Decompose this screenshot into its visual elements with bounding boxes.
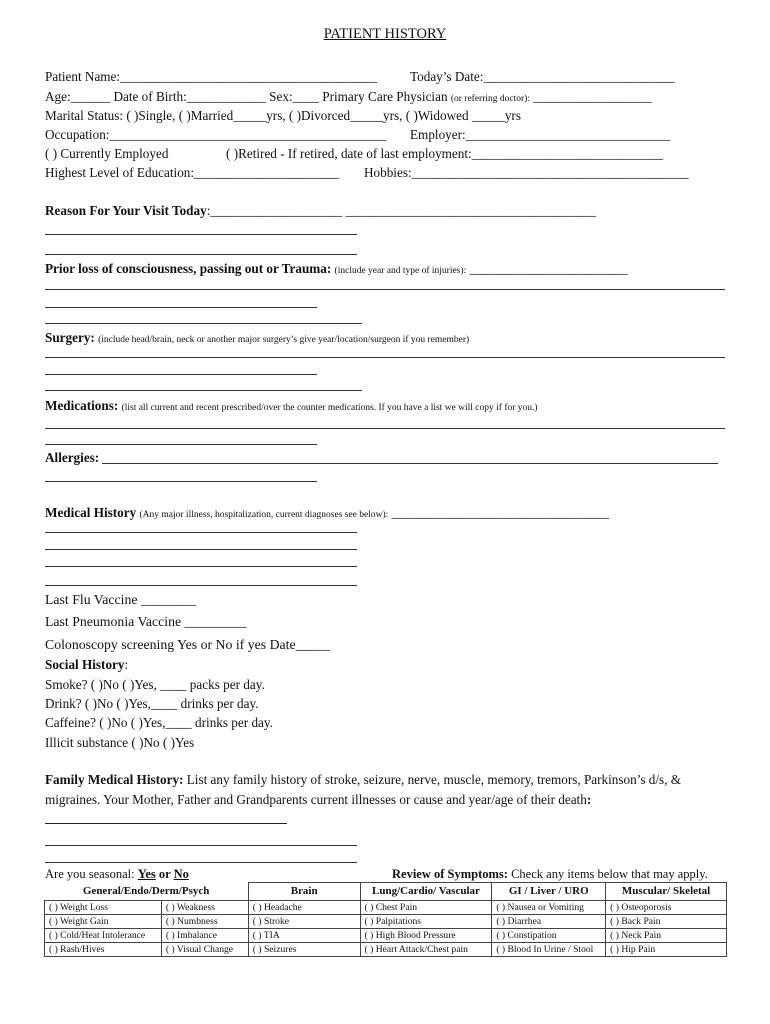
allergies-field[interactable] xyxy=(45,451,99,464)
family-history-line-a[interactable] xyxy=(45,823,287,824)
ros-option[interactable]: ( ) Diarrhea xyxy=(492,914,606,928)
retired-field[interactable]: ( )Retired - If retired, date of last employment:_____________________________ xyxy=(226,146,663,161)
todays-date-field[interactable]: Today’s Date:_____________________________ xyxy=(410,69,675,84)
seasonal-or: or xyxy=(155,867,174,881)
pcp-blank[interactable]: __________________ xyxy=(533,89,652,104)
ros-header-general: General/Endo/Derm/Psych xyxy=(45,883,249,901)
family-history-line-2 xyxy=(45,793,591,806)
ros-option[interactable]: ( ) TIA xyxy=(248,928,360,942)
ros-option[interactable]: ( ) Back Pain xyxy=(606,914,727,928)
surgery-field[interactable] xyxy=(45,331,469,346)
patient-name-field[interactable]: Patient Name:_______________________________________ xyxy=(45,69,378,84)
employer-field[interactable]: Employer:_______________________________ xyxy=(410,127,671,142)
trauma-label: Prior loss of consciousness, passing out or Trauma: xyxy=(45,261,332,276)
ros-option[interactable]: ( ) Weakness xyxy=(161,900,248,914)
medications-note: (list all current and recent prescribed/over the counter medications. If you have a list we will copy if for you.) xyxy=(121,403,538,413)
medical-history-line-4[interactable] xyxy=(45,585,357,586)
surgery-line-2[interactable] xyxy=(45,374,317,375)
ros-option[interactable]: ( ) Osteoporosis xyxy=(606,900,727,914)
family-history-text-1: List any family history of stroke, seizure, nerve, muscle, memory, tremors, Parkinson’s d/s, & xyxy=(183,772,682,787)
ros-option[interactable]: ( ) Weight Loss xyxy=(45,900,162,914)
table-row xyxy=(45,928,727,942)
medical-history-label: Medical History xyxy=(45,505,137,520)
ros-option[interactable]: ( ) Stroke xyxy=(248,914,360,928)
medical-history-field[interactable] xyxy=(45,506,609,521)
review-of-symptoms-heading xyxy=(392,868,708,881)
trauma-line-1[interactable] xyxy=(45,289,725,290)
medical-history-blank[interactable]: _________________________________ xyxy=(391,505,610,520)
hobbies-field[interactable]: Hobbies:__________________________________________ xyxy=(364,165,689,180)
allergies-line-2[interactable] xyxy=(45,481,317,482)
ros-option[interactable]: ( ) Chest Pain xyxy=(360,900,492,914)
colonoscopy-field[interactable]: Colonoscopy screening Yes or No if yes Date_____ xyxy=(45,637,331,652)
ros-option[interactable]: ( ) Nausea or Vomiting xyxy=(492,900,606,914)
age-dob-sex-pcp-line[interactable] xyxy=(45,90,652,105)
medications-line-1[interactable] xyxy=(45,428,725,429)
ros-header-muscular: Muscular/ Skeletal xyxy=(606,883,727,901)
ros-header-brain: Brain xyxy=(248,883,360,901)
reason-line-2[interactable] xyxy=(45,254,357,255)
pneumonia-vaccine-field[interactable]: Last Pneumonia Vaccine _________ xyxy=(45,614,247,629)
table-row xyxy=(45,900,727,914)
review-of-symptoms-table xyxy=(44,882,727,957)
family-history-line-c[interactable] xyxy=(45,862,357,863)
ros-option[interactable]: ( ) Blood In Urine / Stool xyxy=(492,942,606,956)
medications-label: Medications: xyxy=(45,398,119,413)
pcp-note: (or referring doctor): xyxy=(450,94,530,104)
family-history-text-2: migraines. Your Mother, Father and Grandparents current illnesses or cause and year/age of their death xyxy=(45,792,587,807)
reason-line-1[interactable] xyxy=(45,234,357,235)
trauma-line-3[interactable] xyxy=(45,323,362,324)
medical-history-line-1[interactable] xyxy=(45,532,357,533)
ros-option[interactable]: ( ) Headache xyxy=(248,900,360,914)
trauma-note: (include year and type of injuries): xyxy=(334,266,467,276)
ros-header-lung: Lung/Cardio/ Vascular xyxy=(360,883,492,901)
ros-option[interactable]: ( ) Hip Pain xyxy=(606,942,727,956)
ros-option[interactable]: ( ) Palpitations xyxy=(360,914,492,928)
ros-option[interactable]: ( ) Numbness xyxy=(161,914,248,928)
ros-option[interactable]: ( ) High Blood Pressure xyxy=(360,928,492,942)
seasonal-no[interactable]: No xyxy=(173,867,189,881)
smoke-field[interactable]: Smoke? ( )No ( )Yes, ____ packs per day. xyxy=(45,677,265,692)
medications-field[interactable] xyxy=(45,399,538,414)
occupation-field[interactable]: Occupation:__________________________________________ xyxy=(45,127,387,142)
seasonal-yes[interactable]: Yes xyxy=(137,867,156,881)
reason-blank[interactable]: :____________________ ______________________________________ xyxy=(206,203,597,218)
education-field[interactable]: Highest Level of Education:______________________ xyxy=(45,165,340,180)
allergies-label: Allergies: xyxy=(45,450,100,465)
seasonal-prefix: Are you seasonal: xyxy=(45,867,138,881)
trauma-blank[interactable]: ________________________ xyxy=(469,261,628,276)
seasonal-question xyxy=(45,868,189,881)
social-history-colon: : xyxy=(124,657,129,672)
surgery-label: Surgery: xyxy=(45,330,95,345)
trauma-field[interactable] xyxy=(45,262,628,277)
currently-employed-checkbox[interactable]: ( ) Currently Employed xyxy=(45,146,169,161)
ros-option[interactable]: ( ) Cold/Heat Intolerance xyxy=(45,928,162,942)
reason-for-visit-field[interactable] xyxy=(45,204,596,217)
ros-option[interactable]: ( ) Weight Gain xyxy=(45,914,162,928)
age-dob-sex-pcp-text[interactable]: Age:______ Date of Birth:____________ Sex:____ Primary Care Physician xyxy=(45,89,448,104)
family-history-line-1 xyxy=(45,773,681,786)
flu-vaccine-field[interactable]: Last Flu Vaccine ________ xyxy=(45,592,197,607)
surgery-note: (include head/brain, neck or another major surgery’s give year/location/surgeon if you remember) xyxy=(98,335,470,345)
trauma-line-2[interactable] xyxy=(45,307,317,308)
form-title: PATIENT HISTORY xyxy=(323,26,447,42)
ros-option[interactable]: ( ) Rash/Hives xyxy=(45,942,162,956)
family-history-colon: : xyxy=(586,792,592,807)
social-history-label: Social History xyxy=(45,657,125,672)
social-history-heading xyxy=(45,658,128,671)
family-history-label: Family Medical History: xyxy=(45,772,184,787)
table-row xyxy=(45,914,727,928)
drink-field[interactable]: Drink? ( )No ( )Yes,____ drinks per day. xyxy=(45,696,259,711)
allergies-blank[interactable] xyxy=(102,463,718,464)
table-row xyxy=(45,942,727,956)
medical-history-line-3[interactable] xyxy=(45,566,357,567)
ros-option[interactable]: ( ) Seizures xyxy=(248,942,360,956)
marital-status-field[interactable]: Marital Status: ( )Single, ( )Married_____yrs, ( )Divorced_____yrs, ( )Widowed _____yrs xyxy=(45,108,521,123)
ros-option[interactable]: ( ) Heart Attack/Chest pain xyxy=(360,942,492,956)
ros-header-row xyxy=(45,883,727,901)
caffeine-field[interactable]: Caffeine? ( )No ( )Yes,____ drinks per day. xyxy=(45,715,273,730)
surgery-line-3[interactable] xyxy=(45,390,362,391)
ros-option[interactable]: ( ) Constipation xyxy=(492,928,606,942)
ros-option[interactable]: ( ) Visual Change xyxy=(161,942,248,956)
reason-label: Reason For Your Visit Today xyxy=(45,203,207,218)
medications-line-2[interactable] xyxy=(45,444,317,445)
surgery-line-1[interactable] xyxy=(45,357,725,358)
ros-label: Review of Symptoms: xyxy=(392,867,508,881)
medical-history-line-2[interactable] xyxy=(45,549,357,550)
ros-instruction: Check any items below that may apply. xyxy=(507,867,708,881)
family-history-line-b[interactable] xyxy=(45,845,357,846)
ros-header-gi: GI / Liver / URO xyxy=(492,883,606,901)
medical-history-note: (Any major illness, hospitalization, current diagnoses see below): xyxy=(139,510,389,520)
ros-option[interactable]: ( ) Neck Pain xyxy=(606,928,727,942)
illicit-substance-field[interactable]: Illicit substance ( )No ( )Yes xyxy=(45,735,195,750)
ros-option[interactable]: ( ) Imbalance xyxy=(161,928,248,942)
